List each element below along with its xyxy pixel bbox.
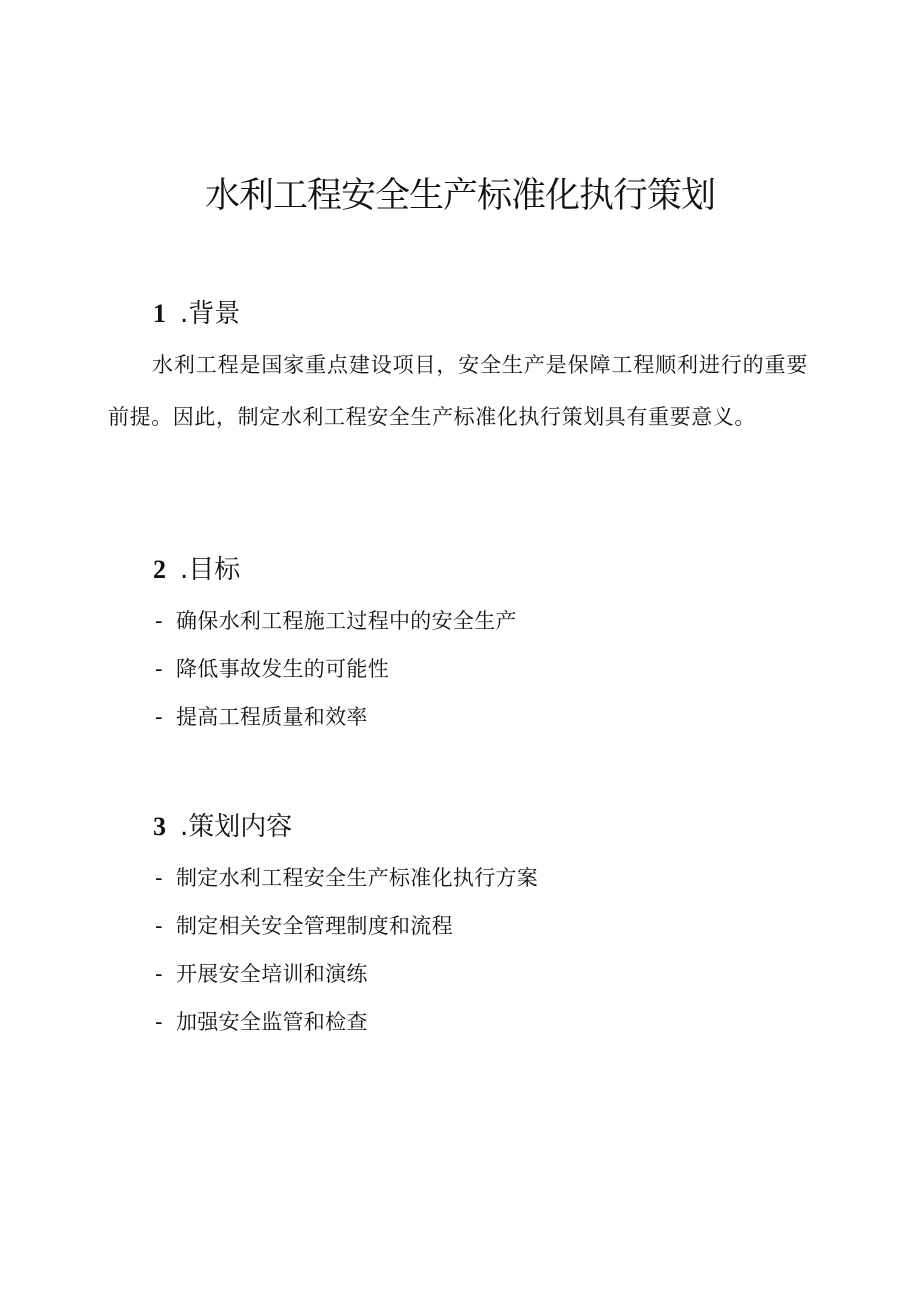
list-item: [155, 645, 517, 693]
bullet-dash: -: [155, 705, 163, 729]
list-item-text: 降低事故发生的可能性: [176, 657, 389, 681]
list-item-text: 加强安全监管和检查: [176, 1010, 368, 1034]
section-title: .背景: [180, 299, 241, 329]
document-title: 水利工程安全生产标准化执行策划: [204, 176, 715, 216]
bullet-dash: -: [155, 914, 163, 938]
section-number: 3: [153, 812, 166, 841]
section-heading-goals: [153, 552, 240, 588]
list-item-text: 制定水利工程安全生产标准化执行方案: [176, 866, 539, 890]
section-number: 2: [153, 555, 166, 584]
list-item-text: 提高工程质量和效率: [176, 705, 368, 729]
bullet-dash: -: [155, 1010, 163, 1034]
list-item-text: 确保水利工程施工过程中的安全生产: [176, 609, 517, 633]
list-item: [155, 902, 538, 950]
section-heading-plan-content: [153, 809, 292, 845]
list-item: [155, 998, 538, 1046]
list-item-text: 开展安全培训和演练: [176, 962, 368, 986]
bullet-dash: -: [155, 657, 163, 681]
list-item: [155, 693, 517, 741]
list-item: [155, 597, 517, 645]
section-title: .策划内容: [180, 812, 293, 842]
goals-list: [155, 597, 517, 741]
section-heading-background: [153, 296, 240, 332]
plan-content-list: [155, 854, 538, 1046]
list-item: [155, 950, 538, 998]
bullet-dash: -: [155, 962, 163, 986]
bullet-dash: -: [155, 866, 163, 890]
section-number: 1: [153, 299, 166, 328]
bullet-dash: -: [155, 609, 163, 633]
section-title: .目标: [180, 555, 241, 585]
list-item-text: 制定相关安全管理制度和流程: [176, 914, 453, 938]
list-item: [155, 854, 538, 902]
background-paragraph: 水利工程是国家重点建设项目，安全生产是保障工程顺利进行的重要前提。因此，制定水利工程安全生产标准化执行策划具有重要意义。: [108, 353, 808, 429]
